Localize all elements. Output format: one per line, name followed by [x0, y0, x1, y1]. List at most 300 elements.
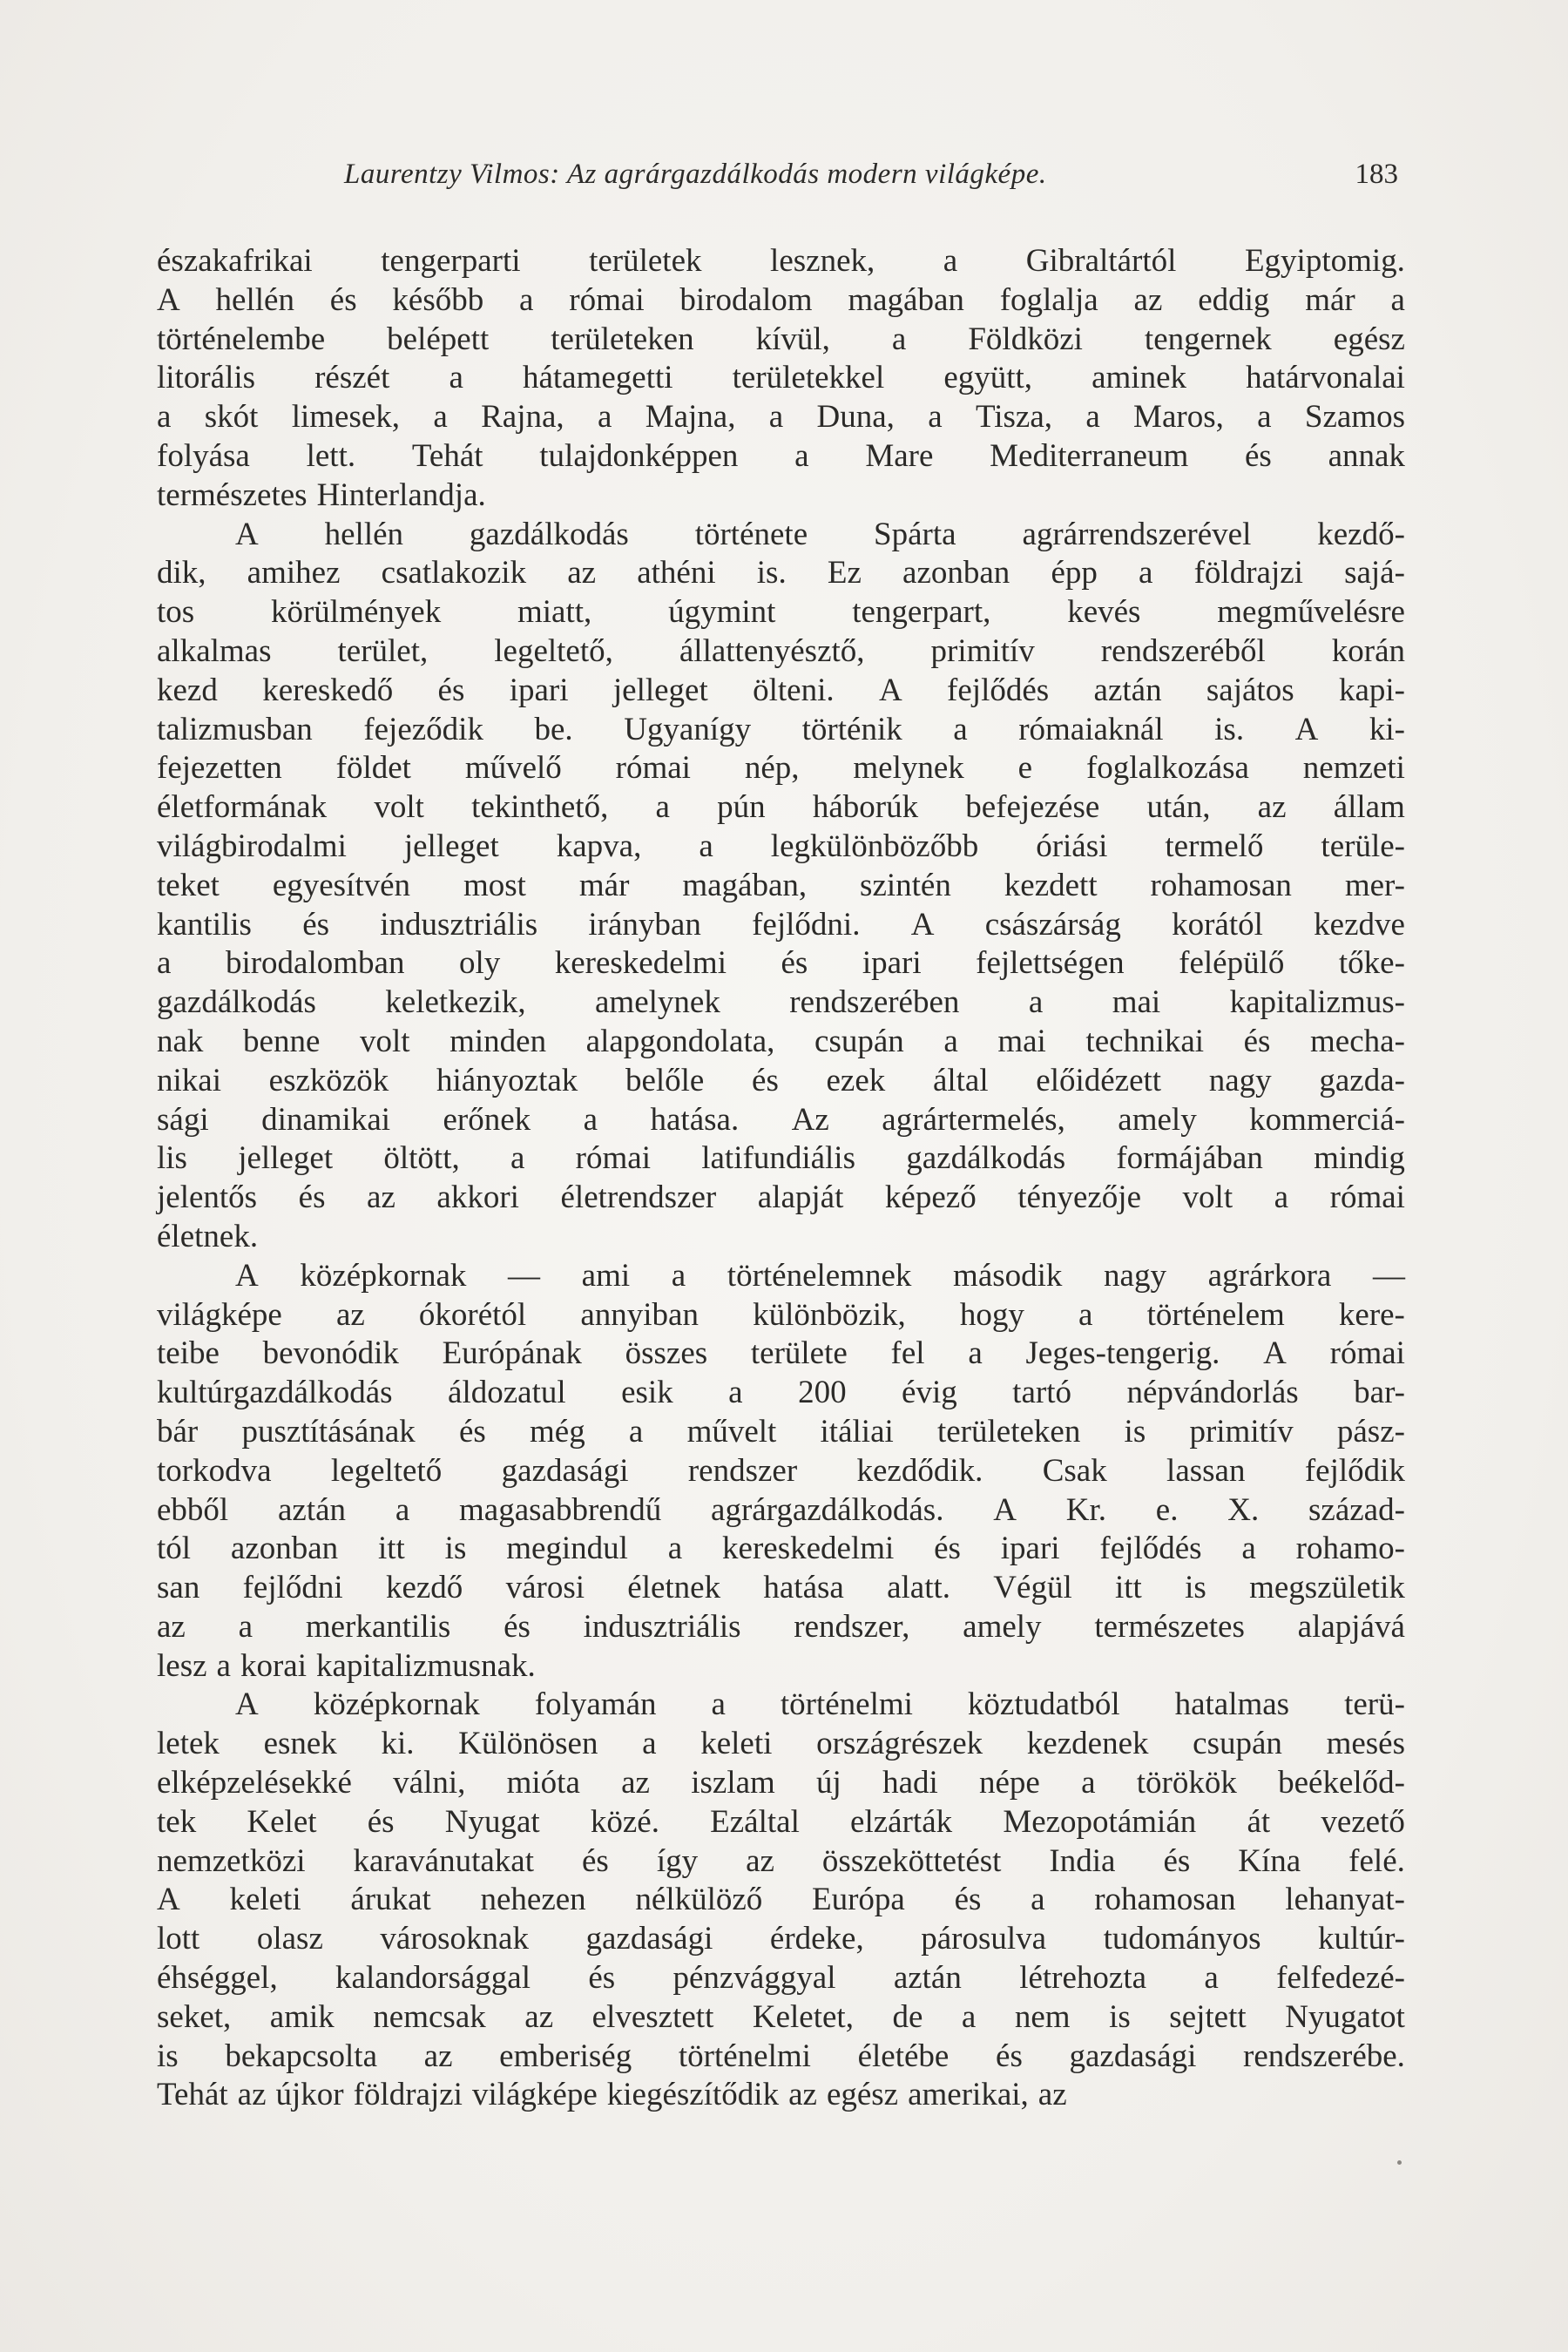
- word: minden: [449, 1023, 547, 1059]
- text-line: [157, 1647, 1405, 1686]
- word: azonban: [230, 1531, 339, 1567]
- word: esnek: [263, 1726, 337, 1762]
- word: kultúrgazdálkodás: [157, 1375, 393, 1411]
- word: gazdasági: [585, 1921, 713, 1957]
- word: folyamán: [534, 1686, 657, 1723]
- word: a: [928, 399, 943, 436]
- word: Tehát: [411, 437, 483, 474]
- word: beékelőd-: [1278, 1765, 1405, 1801]
- word: kevés: [1067, 594, 1141, 631]
- word: tengernek: [1144, 321, 1272, 357]
- word: és: [298, 1179, 326, 1216]
- word: terü-: [1344, 1686, 1405, 1723]
- word: életformának: [157, 789, 328, 826]
- word: és: [752, 1062, 779, 1098]
- word: ókorétól: [418, 1296, 527, 1333]
- word: lott: [157, 1921, 200, 1957]
- word: állattenyésztő,: [679, 632, 865, 669]
- word: Hinterlandja.: [316, 476, 486, 513]
- word: India: [1049, 1842, 1116, 1879]
- word: és: [588, 1960, 616, 1997]
- word: már: [1305, 281, 1355, 318]
- word: gazdálkodás: [469, 516, 629, 552]
- word: városi: [505, 1570, 585, 1606]
- word: dinamikai: [261, 1101, 391, 1138]
- word: lett.: [306, 437, 356, 474]
- word: elképzelésekké: [157, 1765, 352, 1801]
- word: életnek.: [157, 1218, 259, 1254]
- word: a: [1390, 281, 1405, 318]
- word: Jeges-tengerig.: [1025, 1335, 1220, 1372]
- word: termelő: [1165, 828, 1264, 864]
- word: történelem: [1146, 1296, 1285, 1333]
- word: magasabbrendű: [459, 1491, 662, 1528]
- word: kereskedő: [262, 672, 394, 708]
- word: Nyugat: [444, 1803, 540, 1840]
- text-line: [157, 1452, 1405, 1491]
- word: középkornak: [313, 1686, 480, 1723]
- word: kezdve: [1314, 906, 1405, 943]
- word: a: [953, 711, 968, 747]
- word: az: [746, 1842, 774, 1879]
- text-line: [157, 1374, 1405, 1413]
- word: még: [530, 1413, 585, 1450]
- word: fejlődés: [947, 672, 1050, 708]
- word: irányban: [588, 906, 701, 943]
- running-header: [157, 148, 1398, 200]
- word: országrészek: [816, 1726, 983, 1762]
- word: megindul: [506, 1531, 628, 1567]
- word: A: [157, 1882, 180, 1918]
- word: köztudatból: [967, 1686, 1120, 1723]
- word: keleti: [700, 1726, 773, 1762]
- word: és: [302, 906, 330, 943]
- word: Duna,: [816, 399, 895, 436]
- word: válni,: [393, 1765, 466, 1801]
- word: pún: [717, 789, 766, 826]
- word: épp: [1051, 555, 1098, 591]
- word: befejezése: [965, 789, 1100, 826]
- word: és: [437, 672, 465, 708]
- word: összes: [625, 1335, 708, 1372]
- word: birodalom: [679, 281, 813, 318]
- word: amelynek: [595, 984, 720, 1021]
- word: amik: [269, 1998, 335, 2035]
- word: belépett: [387, 321, 490, 357]
- word: és: [504, 1608, 531, 1645]
- word: körülmények: [270, 594, 442, 631]
- word: lis: [157, 1140, 187, 1177]
- word: Nyugatot: [1285, 1998, 1405, 2035]
- word: a: [961, 1998, 977, 2035]
- word: az: [567, 555, 597, 591]
- word: északafrikai: [157, 243, 313, 279]
- text-line: [157, 944, 1405, 983]
- word: kereskedelmi: [554, 945, 727, 982]
- word: művelő: [464, 750, 562, 787]
- word: nélkülöző: [635, 1882, 763, 1918]
- word: A: [878, 672, 902, 708]
- word: A: [235, 1686, 259, 1723]
- word: állam: [1333, 789, 1405, 826]
- word: korai: [240, 1647, 307, 1684]
- word: császárság: [984, 906, 1121, 943]
- word: előidézett: [1036, 1062, 1162, 1098]
- word: tényezője: [1017, 1179, 1141, 1216]
- word: rendszeréből: [1100, 632, 1266, 669]
- word: A: [235, 516, 259, 552]
- word: a: [699, 828, 713, 864]
- word: középkornak: [300, 1257, 467, 1294]
- word: legeltető: [330, 1452, 443, 1489]
- word: birodalomban: [225, 945, 405, 982]
- word: formájában: [1116, 1140, 1263, 1177]
- word: világképe: [471, 2077, 598, 2113]
- word: itáliai: [820, 1413, 894, 1450]
- word: művelt: [686, 1413, 777, 1450]
- word: ipari: [509, 672, 569, 708]
- word: a: [519, 281, 534, 318]
- word: korától: [1172, 906, 1263, 943]
- word: ipari: [1000, 1531, 1060, 1567]
- word: tek: [157, 1803, 197, 1840]
- word: azonban: [902, 555, 1010, 591]
- word: benne: [243, 1023, 321, 1059]
- word: Tehát: [157, 2077, 228, 2113]
- word: torkodva: [157, 1452, 272, 1489]
- word: sági: [157, 1101, 209, 1138]
- word: —: [1372, 1257, 1405, 1294]
- word: felfedezé-: [1276, 1960, 1405, 1997]
- word: olasz: [256, 1921, 323, 1957]
- word: melynek: [853, 750, 964, 787]
- word: Ez: [827, 555, 862, 591]
- word: nép,: [744, 750, 800, 787]
- word: hellén: [324, 516, 404, 552]
- word: ipari: [862, 945, 922, 982]
- word: jelleget: [238, 1140, 334, 1177]
- word: által: [932, 1062, 989, 1098]
- word: Kelet: [247, 1803, 317, 1840]
- word: aztán: [1093, 672, 1162, 708]
- text-line: [157, 1491, 1405, 1531]
- word: ölteni.: [753, 672, 835, 708]
- word: összeköttetést: [821, 1842, 1002, 1879]
- word: aztán: [277, 1491, 347, 1528]
- word: tudományos: [1103, 1921, 1261, 1957]
- word: Végül: [993, 1570, 1072, 1606]
- text-line: [157, 1218, 1405, 1257]
- word: római: [569, 281, 645, 318]
- word: és: [934, 1531, 961, 1567]
- word: ezek: [826, 1062, 886, 1098]
- word: kapitalizmusnak.: [316, 1647, 536, 1684]
- word: is: [1185, 1570, 1206, 1606]
- word: lehanyat-: [1285, 1882, 1405, 1918]
- text-line: [157, 1530, 1405, 1569]
- word: Szamos: [1304, 399, 1405, 436]
- word: kapitalizmus-: [1229, 984, 1405, 1021]
- word: és: [1243, 1023, 1271, 1059]
- word: óriási: [1036, 828, 1108, 864]
- word: földrajzi: [353, 2077, 463, 2113]
- word: kalandorsággal: [335, 1960, 531, 1997]
- word: eddig: [1198, 281, 1270, 318]
- word: együtt,: [943, 360, 1033, 396]
- text-line: [157, 1179, 1405, 1218]
- word: be.: [534, 711, 573, 747]
- text-line: [157, 1842, 1405, 1882]
- word: szintén: [860, 867, 951, 903]
- word: aminek: [1092, 360, 1187, 396]
- word: agrárrendszerével: [1022, 516, 1252, 552]
- word: hiányoztak: [436, 1062, 578, 1098]
- word: is: [444, 1531, 467, 1567]
- text-line: [157, 2038, 1405, 2077]
- text-line: [157, 1257, 1405, 1296]
- word: ki-: [1369, 711, 1405, 747]
- word: nemzetközi: [157, 1842, 306, 1879]
- word: története: [694, 516, 808, 552]
- word: gazda-: [1319, 1062, 1405, 1098]
- word: legkülönbözőbb: [770, 828, 979, 864]
- word: kantilis: [157, 906, 252, 943]
- text-line: [157, 983, 1405, 1023]
- word: a: [157, 945, 172, 982]
- word: skót: [204, 399, 259, 436]
- word: század-: [1308, 1491, 1405, 1528]
- word: Földközi: [968, 321, 1083, 357]
- text-line: [157, 632, 1405, 672]
- word: a: [1078, 1296, 1093, 1333]
- word: Az: [791, 1101, 829, 1138]
- word: területe: [750, 1335, 848, 1372]
- word: esik: [621, 1375, 673, 1411]
- word: Kr.: [1065, 1491, 1106, 1528]
- word: legeltető,: [494, 632, 613, 669]
- word: az: [1037, 2077, 1067, 2113]
- text-line: [157, 1569, 1405, 1608]
- word: tengerpart,: [852, 594, 991, 631]
- word: világbirodalmi: [157, 828, 347, 864]
- word: seket,: [157, 1998, 232, 2035]
- word: csupán: [814, 1023, 904, 1059]
- word: területek: [589, 243, 702, 279]
- word: nak: [157, 1023, 204, 1059]
- word: A: [235, 1257, 259, 1294]
- word: indusztriális: [380, 906, 538, 943]
- word: fejezetten: [157, 750, 282, 787]
- word: kereskedelmi: [722, 1531, 895, 1567]
- word: jelentős: [157, 1179, 258, 1216]
- word: városoknak: [380, 1921, 529, 1957]
- text-line: [157, 1764, 1405, 1803]
- word: már: [578, 867, 630, 903]
- word: a: [628, 1413, 644, 1450]
- word: a: [968, 1335, 983, 1372]
- word: a: [728, 1375, 743, 1411]
- word: magában,: [682, 867, 808, 903]
- text-line: [157, 749, 1405, 788]
- word: a: [667, 1531, 683, 1567]
- word: fejlődni.: [752, 906, 861, 943]
- word: amely: [1118, 1101, 1197, 1138]
- word: népe: [979, 1765, 1040, 1801]
- word: primitív: [1189, 1413, 1294, 1450]
- word: alkalmas: [157, 632, 272, 669]
- word: és: [367, 1803, 395, 1840]
- word: jelleget: [612, 672, 708, 708]
- word: is: [1124, 1413, 1146, 1450]
- word: az: [621, 1765, 650, 1801]
- word: tól: [157, 1531, 192, 1567]
- text-line: [157, 1139, 1405, 1179]
- word: foglalkozása: [1085, 750, 1249, 787]
- word: hatása: [763, 1570, 844, 1606]
- word: agrártermelés,: [882, 1101, 1065, 1138]
- word: miatt,: [517, 594, 592, 631]
- word: különbözik,: [753, 1296, 906, 1333]
- word: mer-: [1344, 867, 1405, 903]
- word: gazdasági: [501, 1452, 629, 1489]
- text-line: [157, 281, 1405, 321]
- word: terület,: [337, 632, 429, 669]
- word: megművelésre: [1217, 594, 1405, 631]
- word: itt: [1115, 1570, 1142, 1606]
- word: fejlettségen: [976, 945, 1125, 982]
- word: történelemnek: [727, 1257, 912, 1294]
- word: Tisza,: [975, 399, 1053, 436]
- word: fejlődni: [242, 1570, 343, 1606]
- word: sejtett: [1169, 1998, 1247, 2035]
- word: elzárták: [850, 1803, 953, 1840]
- word: e: [1017, 750, 1033, 787]
- word: elvesztett: [591, 1998, 714, 2035]
- text-line: [157, 1881, 1405, 1920]
- word: sajátos: [1206, 672, 1294, 708]
- word: és: [781, 945, 808, 982]
- word: és: [954, 1882, 982, 1918]
- word: párosulva: [921, 1921, 1047, 1957]
- word: ki.: [381, 1726, 415, 1762]
- word: erőnek: [443, 1101, 531, 1138]
- word: mecha-: [1310, 1023, 1405, 1059]
- word: a: [671, 1257, 686, 1294]
- word: az: [524, 1998, 554, 2035]
- word: alatt.: [887, 1570, 951, 1606]
- word: agrárgazdálkodás.: [711, 1491, 944, 1528]
- word: rómaiaknál: [1018, 711, 1164, 747]
- text-line: [157, 1803, 1405, 1842]
- word: nemzeti: [1302, 750, 1405, 787]
- text-line: [157, 398, 1405, 437]
- word: világképe: [157, 1296, 282, 1333]
- word: természetes: [157, 476, 308, 513]
- word: a: [510, 1140, 525, 1177]
- word: letek: [157, 1726, 220, 1762]
- word: kezd: [157, 672, 218, 708]
- word: folyása: [157, 437, 250, 474]
- word: Rajna,: [481, 399, 564, 436]
- word: amihez: [247, 555, 341, 591]
- word: alapját: [757, 1179, 844, 1216]
- word: területeken: [936, 1413, 1081, 1450]
- word: római: [575, 1140, 651, 1177]
- word: római: [615, 750, 691, 787]
- word: az: [367, 1179, 395, 1216]
- word: Mediterraneum: [990, 437, 1189, 474]
- word: az: [1133, 281, 1163, 318]
- word: A: [157, 281, 180, 318]
- word: a: [1081, 1765, 1096, 1801]
- word: Maros,: [1133, 399, 1224, 436]
- word: primitív: [930, 632, 1035, 669]
- word: de: [892, 1998, 923, 2035]
- word: agrárkora: [1207, 1257, 1332, 1294]
- word: római: [1329, 1179, 1405, 1216]
- word: a: [1204, 1960, 1219, 1997]
- text-line: [157, 516, 1405, 555]
- word: határvonalai: [1246, 360, 1405, 396]
- text-line: [157, 593, 1405, 632]
- word: a: [395, 1491, 410, 1528]
- word: felépülő: [1179, 945, 1285, 982]
- word: az: [788, 2077, 817, 2113]
- word: kere-: [1338, 1296, 1405, 1333]
- text-line: [157, 788, 1405, 828]
- word: A: [1294, 711, 1319, 747]
- word: történik: [801, 711, 902, 747]
- word: a: [449, 360, 463, 396]
- word: aztán: [893, 1960, 962, 1997]
- word: Egyiptomig.: [1244, 243, 1405, 279]
- word: a: [583, 1101, 598, 1138]
- word: felé.: [1348, 1842, 1405, 1879]
- word: életrendszer: [560, 1179, 717, 1216]
- word: kapva,: [556, 828, 642, 864]
- word: kiegészítődik: [606, 2077, 780, 2113]
- word: a: [597, 399, 612, 436]
- word: 200: [798, 1375, 847, 1411]
- word: nagy: [1104, 1257, 1166, 1294]
- word: is.: [756, 555, 787, 591]
- word: a: [943, 1023, 958, 1059]
- word: a: [655, 789, 670, 826]
- word: athéni: [637, 555, 716, 591]
- word: kommerciá-: [1249, 1101, 1405, 1138]
- word: alapjává: [1297, 1608, 1405, 1645]
- word: területekkel: [732, 360, 885, 396]
- text-line: [157, 2076, 1405, 2115]
- word: rohamo-: [1295, 1531, 1405, 1567]
- word: volt: [1182, 1179, 1233, 1216]
- word: újkor: [275, 2077, 344, 2113]
- word: a: [1031, 1882, 1045, 1918]
- word: második: [953, 1257, 1063, 1294]
- text-line: [157, 1023, 1405, 1062]
- word: sajá-: [1344, 555, 1405, 591]
- word: fejeződik: [363, 711, 483, 747]
- word: terüle-: [1321, 828, 1405, 864]
- word: a: [943, 243, 958, 279]
- word: tulajdonképpen: [539, 437, 739, 474]
- word: latifundiális: [701, 1140, 855, 1177]
- word: nem: [1014, 1998, 1071, 2035]
- word: hadi: [882, 1765, 938, 1801]
- word: pusztításának: [241, 1413, 416, 1450]
- word: úgymint: [668, 594, 776, 631]
- word: kezdenek: [1026, 1726, 1149, 1762]
